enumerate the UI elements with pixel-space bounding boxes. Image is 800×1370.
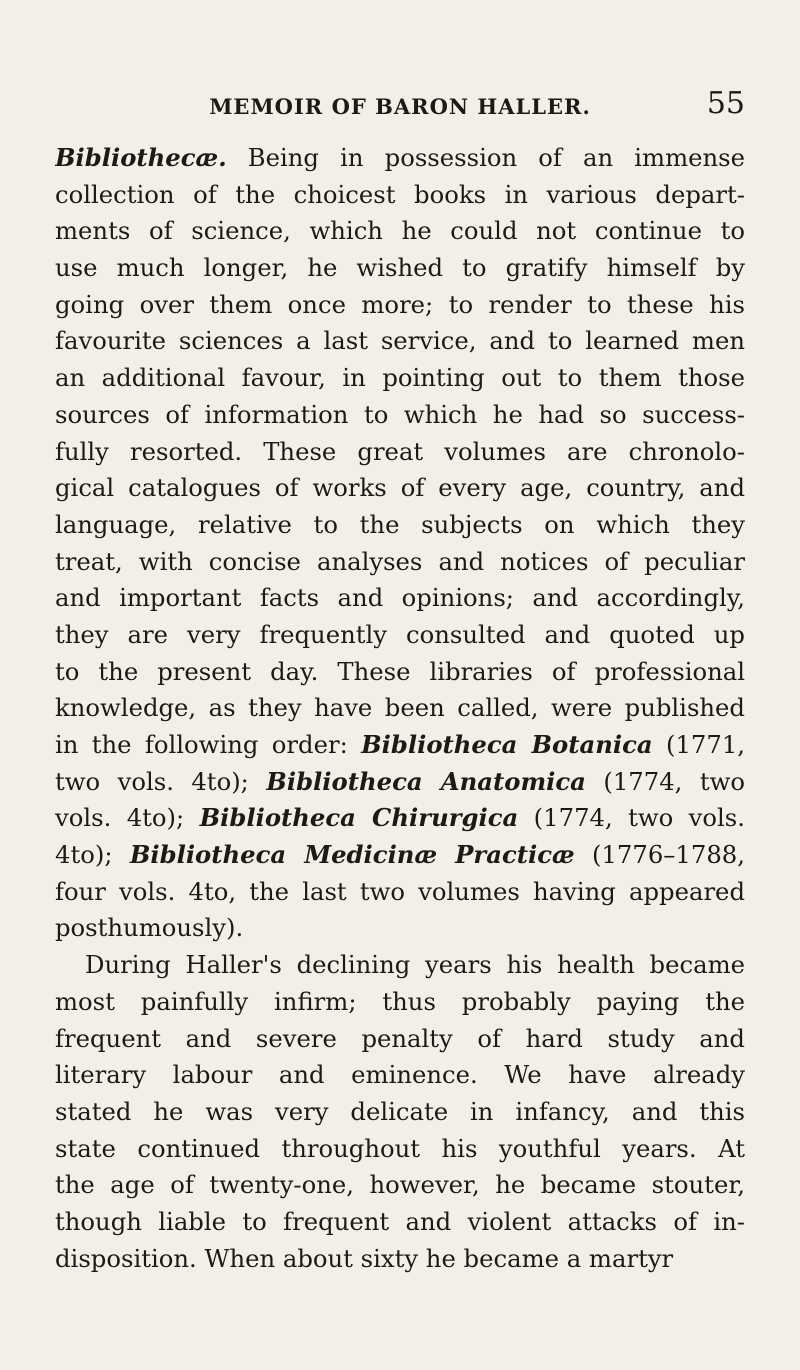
text-segment: state continued throughout his youthful years. At [55, 1133, 745, 1163]
text-segment: stated he was very delicate in infancy, and this [55, 1096, 745, 1126]
text-line [55, 1057, 745, 1094]
text-segment: in the following order: [55, 730, 362, 759]
text-segment: and important facts and opinions; and accordingly, [55, 583, 745, 613]
text-line [55, 1167, 745, 1204]
text-line [55, 544, 745, 581]
text-segment: though liable to frequent and violent attacks of in- [55, 1206, 745, 1236]
text-segment: gical catalogues of works of every age, country, and [55, 473, 745, 503]
text-segment: favourite sciences a last service, and to learned men [55, 326, 745, 356]
italic-title: Bibliotheca Botanica [361, 730, 653, 759]
text-line [55, 1094, 745, 1131]
body-text [55, 140, 745, 1277]
text-line [55, 800, 745, 837]
text-segment: language, relative to the subjects on which they [55, 509, 745, 539]
text-line [55, 1241, 745, 1278]
text-line [55, 1021, 745, 1058]
text-segment: disposition. When about sixty he became a martyr [55, 1243, 674, 1273]
text-segment: sources of information to which he had so success- [55, 399, 745, 429]
text-segment: Being in possession of an immense [226, 143, 745, 172]
text-line [55, 910, 745, 947]
text-segment: literary labour and eminence. We have already [55, 1060, 745, 1090]
text-line [55, 984, 745, 1021]
text-segment: 4to); [55, 840, 130, 870]
text-line [55, 397, 745, 434]
text-line [55, 727, 745, 764]
page-header [55, 86, 745, 126]
text-line [55, 764, 745, 801]
text-line [55, 177, 745, 214]
text-segment: most painfully infirm; thus probably paying the [55, 986, 745, 1016]
text-line [55, 470, 745, 507]
text-line [55, 360, 745, 397]
text-line [55, 690, 745, 727]
text-segment: collection of the choicest books in various depart- [55, 179, 745, 209]
text-segment: (1774, two vols. [518, 803, 745, 833]
text-segment: (1774, two [585, 766, 745, 796]
text-line [55, 1204, 745, 1241]
page-number: 55 [706, 86, 745, 121]
text-segment: four vols. 4to, the last two volumes having appeared [55, 876, 745, 906]
italic-title: Bibliothecæ. [55, 143, 227, 172]
text-segment: (1776–1788, [574, 840, 745, 870]
text-segment: vols. 4to); [55, 803, 200, 833]
text-line [55, 250, 745, 287]
text-segment: ments of science, which he could not continue to [55, 216, 745, 246]
text-segment: fully resorted. These great volumes are chronolo- [55, 436, 745, 466]
text-line [55, 837, 745, 874]
text-segment: use much longer, he wished to gratify himself by [55, 253, 745, 283]
text-line [55, 654, 745, 691]
text-segment: two vols. 4to); [55, 766, 267, 796]
text-segment: treat, with concise analyses and notices of peculiar [55, 546, 745, 576]
text-line [55, 580, 745, 617]
text-segment: they are very frequently consulted and quoted up [55, 619, 745, 649]
italic-title: Bibliotheca Chirurgica [199, 803, 519, 833]
text-line [55, 874, 745, 911]
text-segment: to the present day. These libraries of professional [55, 656, 745, 686]
text-line [55, 947, 745, 984]
text-segment: During Haller's declining years his health became [85, 950, 745, 980]
italic-title: Bibliotheca Medicinæ Practicæ [129, 840, 575, 870]
text-line [55, 213, 745, 250]
text-line [55, 287, 745, 324]
text-segment: (1771, [652, 730, 745, 759]
text-segment: posthumously). [55, 913, 244, 943]
text-segment: the age of twenty-one, however, he became stouter, [55, 1170, 745, 1200]
text-line [55, 323, 745, 360]
text-line [55, 507, 745, 544]
text-line [55, 1131, 745, 1168]
text-line [55, 140, 745, 177]
text-segment: frequent and severe penalty of hard study and [55, 1023, 745, 1053]
text-segment: knowledge, as they have been called, were published [55, 693, 745, 723]
running-head: MEMOIR OF BARON HALLER. [209, 94, 591, 119]
text-segment: an additional favour, in pointing out to them those [55, 363, 745, 393]
text-line [55, 617, 745, 654]
text-line [55, 434, 745, 471]
italic-title: Bibliotheca Anatomica [266, 766, 586, 796]
text-segment: going over them once more; to render to these his [55, 289, 745, 319]
